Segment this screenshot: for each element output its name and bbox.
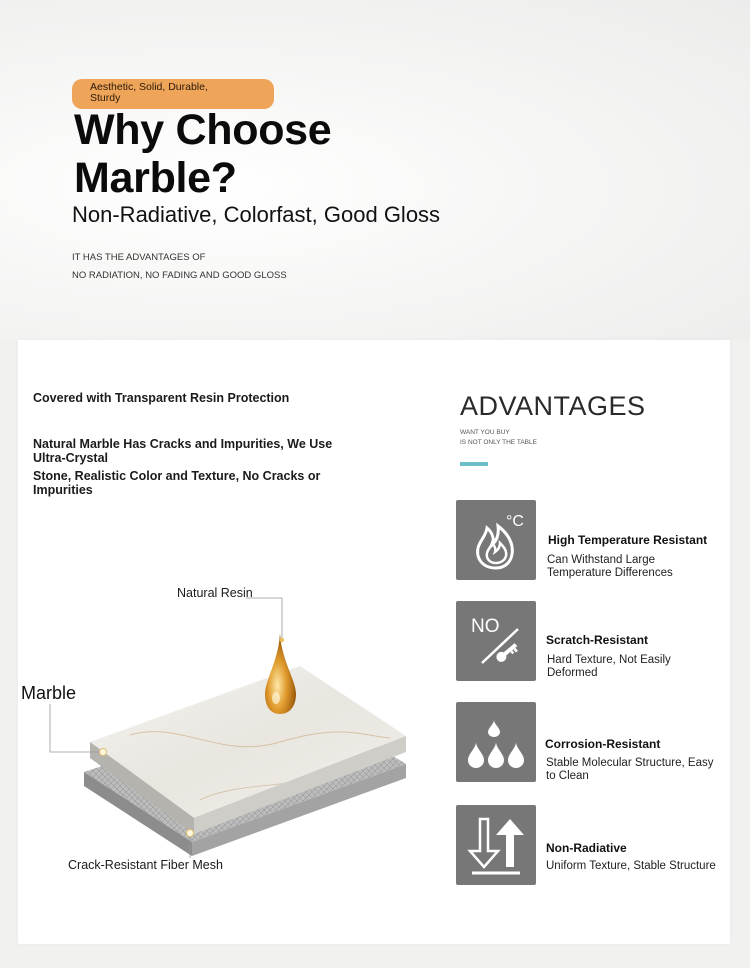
advantages-accent-bar <box>460 462 488 466</box>
tagline-line-2: NO RADIATION, NO FADING AND GOOD GLOSS <box>72 270 287 281</box>
tagline-line-1: IT HAS THE ADVANTAGES OF <box>72 252 206 263</box>
description-item-1: Covered with Transparent Resin Protection <box>33 391 290 405</box>
feature-title-3: Corrosion-Resistant <box>545 737 661 751</box>
description-item-2: Natural Marble Has Cracks and Impurities, We Use Ultra-Crystal <box>33 437 333 465</box>
description-item-3: Stone, Realistic Color and Texture, No Cracks or Impurities <box>33 469 321 497</box>
flame-temperature-icon <box>456 500 536 580</box>
advantages-sub-line-2: IS NOT ONLY THE TABLE <box>460 439 537 446</box>
natural-resin-label: Natural Resin <box>177 586 253 600</box>
feature-title-2: Scratch-Resistant <box>546 633 649 647</box>
headline-line-2: Marble? <box>74 154 237 202</box>
headline-line-1: Why Choose <box>74 106 332 154</box>
page-subheading: Non-Radiative, Colorfast, Good Gloss <box>72 202 441 227</box>
advantages-title: ADVANTAGES <box>460 391 646 421</box>
no-scratch-key-icon <box>456 601 536 681</box>
marble-label: Marble <box>21 683 77 703</box>
feature-desc-2: Hard Texture, Not Easily Deformed <box>547 654 671 679</box>
fiber-mesh-label: Crack-Resistant Fiber Mesh <box>68 858 223 872</box>
feature-title-1: High Temperature Resistant <box>548 533 708 547</box>
marble-layer-diagram <box>0 560 440 890</box>
feature-desc-4: Uniform Texture, Stable Structure <box>546 860 716 872</box>
advantages-subtitle <box>460 428 537 448</box>
celsius-text: °C <box>506 513 524 530</box>
arrows-up-down-icon <box>456 805 536 885</box>
page-headline <box>74 106 331 202</box>
feature-desc-1: Can Withstand Large Temperature Differences <box>547 554 673 579</box>
water-drops-icon <box>456 702 536 782</box>
no-text: NO <box>471 616 500 637</box>
tagline <box>72 249 287 285</box>
feature-title-4: Non-Radiative <box>546 841 627 855</box>
feature-pill <box>72 79 274 109</box>
feature-pill-text: Aesthetic, Solid, Durable, Sturdy <box>90 81 208 104</box>
advantages-sub-line-1: WANT YOU BUY <box>460 429 510 436</box>
feature-desc-3: Stable Molecular Structure, Easy to Clean <box>546 757 714 782</box>
